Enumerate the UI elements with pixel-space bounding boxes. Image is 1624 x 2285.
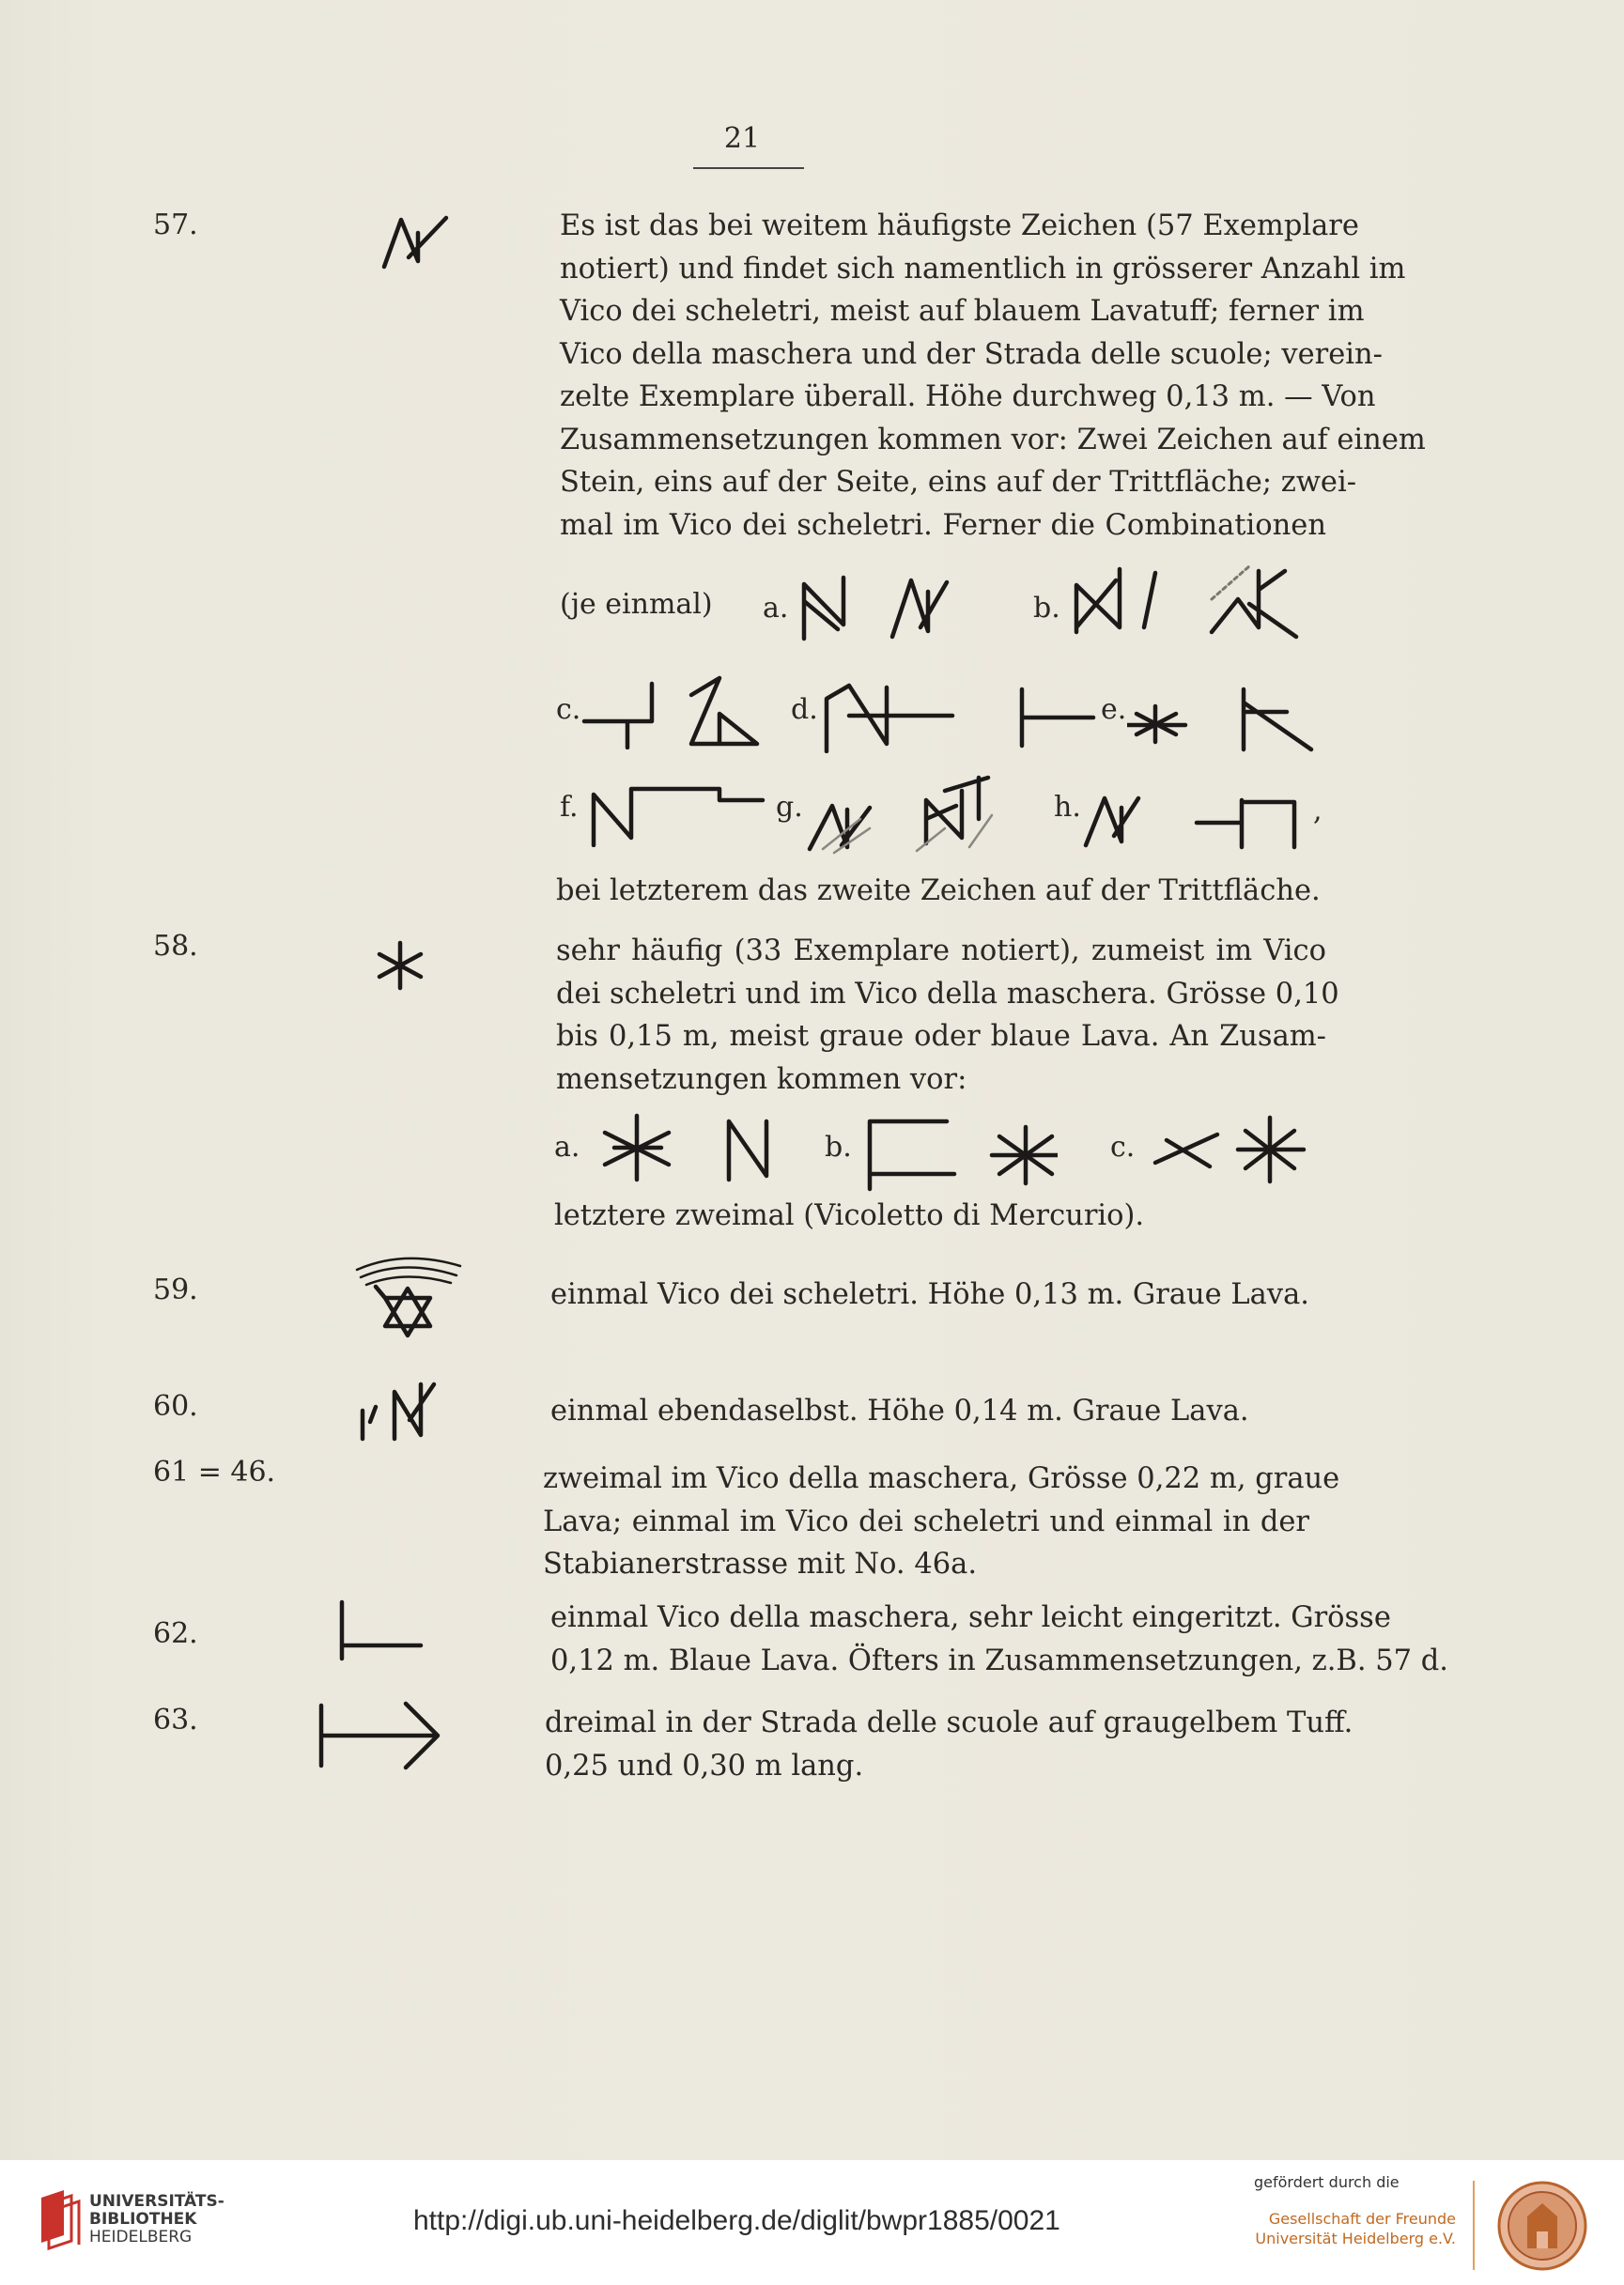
combo-label-e: e. <box>1101 693 1127 726</box>
society-name <box>1230 2209 1456 2248</box>
text-line: 0,12 m. Blaue Lava. Öfters in Zusammensetzungen, z.B. 57 d. <box>550 1644 1448 1677</box>
combo-b-glyphs <box>1071 562 1320 641</box>
combo-e-glyphs <box>1127 678 1324 753</box>
entry-number-63: 63. <box>153 1704 198 1737</box>
entry-number-57: 57. <box>153 208 198 241</box>
entry-63-text <box>545 1702 1353 1787</box>
text-line: einmal ebendaselbst. Höhe 0,14 m. Graue Lava. <box>550 1395 1249 1428</box>
sign-60-glyph <box>355 1379 458 1444</box>
sign-62-glyph <box>336 1597 430 1664</box>
combo-label-h: h. <box>1054 791 1081 824</box>
text-line: mal im Vico dei scheletri. Ferner die Combinationen <box>560 508 1326 542</box>
entry-number-60: 60. <box>153 1390 198 1423</box>
society-line-1: Gesellschaft der Freunde <box>1268 2210 1456 2228</box>
combo58-b-glyphs <box>860 1108 1058 1193</box>
entry-number-58: 58. <box>153 930 198 963</box>
library-line-3: HEIDELBERG <box>89 2228 193 2246</box>
text-line: Stabianerstrasse mit No. 46a. <box>543 1548 978 1581</box>
university-library-logo <box>36 2188 83 2254</box>
combo-c-glyphs <box>579 674 766 749</box>
combo-label-c: c. <box>556 693 581 726</box>
text-line: bis 0,15 m, meist graue oder blaue Lava. An Zusam- <box>556 1020 1326 1053</box>
text-line: dei scheletri und im Vico della maschera. Grösse 0,10 <box>556 977 1339 1011</box>
combo-g-glyphs <box>804 763 1020 857</box>
combo58-label-a: a. <box>554 1131 580 1164</box>
entry-57-after <box>556 870 1326 913</box>
sign-63-glyph <box>316 1700 447 1771</box>
combo58-a-glyphs <box>595 1110 783 1185</box>
university-seal-logo <box>1495 2179 1589 2277</box>
entry-number-61-46: 61 = 46. <box>153 1456 276 1489</box>
text-line: einmal Vico della maschera, sehr leicht eingeritzt. Grösse <box>550 1601 1391 1634</box>
combo-label-f: f. <box>560 791 579 824</box>
library-line-2: BIBLIOTHEK <box>89 2210 197 2229</box>
entry-62-text <box>550 1597 1448 1682</box>
entry-number-62: 62. <box>153 1617 198 1650</box>
combo-a-glyphs <box>797 573 966 643</box>
library-line-1: UNIVERSITÄTS- <box>89 2192 224 2211</box>
entry-number-59: 59. <box>153 1274 198 1306</box>
combo58-label-b: b. <box>825 1131 852 1164</box>
text-line: zelte Exemplare überall. Höhe durchweg 0,13 m. — Von <box>560 380 1376 413</box>
entry-60-text <box>550 1390 1321 1433</box>
entry-59-text <box>550 1274 1321 1317</box>
combo-h-glyphs <box>1080 789 1315 855</box>
combo58-c-glyphs <box>1148 1112 1317 1187</box>
combo-intro: (je einmal) <box>560 588 713 621</box>
text-line: Vico della maschera und der Strada delle scuole; verein- <box>560 337 1383 371</box>
permalink-url[interactable]: http://digi.ub.uni-heidelberg.de/diglit/bwpr1885/0021 <box>413 2205 1060 2236</box>
text-line: notiert) und findet sich namentlich in grösserer Anzahl im <box>560 252 1406 286</box>
text-line: dreimal in der Strada delle scuole auf graugelbem Tuff. <box>545 1706 1353 1739</box>
library-name <box>89 2193 224 2246</box>
combo58-label-c: c. <box>1110 1131 1136 1164</box>
text-line: Stein, eins auf der Seite, eins auf der Trittfläche; zwei- <box>560 466 1357 499</box>
society-line-2: Universität Heidelberg e.V. <box>1255 2230 1456 2247</box>
text-line: 0,25 und 0,30 m lang. <box>545 1749 864 1783</box>
entry-58-after <box>554 1195 1324 1238</box>
combo-f-glyphs <box>588 772 795 847</box>
sign-59-glyph <box>348 1249 470 1339</box>
text-line: bei letzterem das zweite Zeichen auf der Trittfläche. <box>556 874 1321 907</box>
text-line: Zusammensetzungen kommen vor: Zwei Zeichen auf einem <box>560 423 1426 456</box>
text-line: mensetzungen kommen vor: <box>556 1062 967 1096</box>
text-line: Lava; einmal im Vico dei scheletri und einmal in der <box>543 1505 1309 1538</box>
page-number-rule <box>693 167 804 169</box>
combo-label-b: b. <box>1033 592 1060 625</box>
text-line: Vico dei scheletri, meist auf blauem Lavatuff; ferner im <box>560 295 1365 328</box>
text-line: einmal Vico dei scheletri. Höhe 0,13 m. Graue Lava. <box>550 1278 1309 1311</box>
combo-d-glyphs <box>821 678 1103 753</box>
funded-by-label: gefördert durch die <box>1254 2173 1400 2191</box>
combo-label-a: a. <box>763 592 789 625</box>
text-line: letztere zweimal (Vicoletto di Mercurio). <box>554 1199 1145 1232</box>
combo-label-d: d. <box>791 693 818 726</box>
entry-58-text <box>556 930 1339 1101</box>
page-number: 21 <box>723 122 761 155</box>
text-line: zweimal im Vico della maschera, Grösse 0,22 m, graue <box>543 1462 1340 1495</box>
footer-divider <box>1473 2181 1475 2270</box>
sign-57-glyph <box>380 214 456 270</box>
combo-label-g: g. <box>776 791 803 824</box>
sign-58-glyph <box>374 939 426 992</box>
text-line: Es ist das bei weitem häufigste Zeichen (57 Exemplare <box>560 209 1359 242</box>
footer-bar <box>0 2160 1624 2285</box>
text-line: sehr häufig (33 Exemplare notiert), zumeist im Vico <box>556 934 1326 967</box>
combo-end-comma: , <box>1313 795 1322 827</box>
entry-61-text <box>543 1458 1340 1586</box>
entry-57-text <box>560 205 1426 547</box>
